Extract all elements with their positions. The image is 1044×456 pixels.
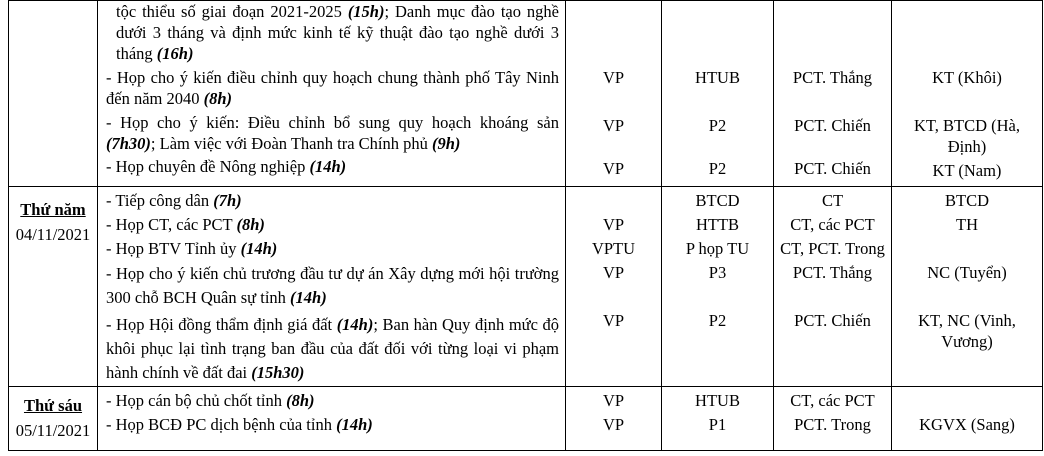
chair-cell: CT CT, các PCT CT, PCT. Trong PCT. Thắng PCT. Chiến [774,187,892,387]
list-item: - Họp BTV Tỉnh ủy (14h) [106,239,278,258]
list-item: - Họp cán bộ chủ chốt tỉnh (8h) [106,391,315,410]
room-cell: HTUB P2 P2 [662,1,774,187]
list-item: - Họp Hội đồng thẩm định giá đất (14h); Ban hàn Quy định mức độ khôi phục lại tình trạng ban đầu của đất đối với từng loại vi phạm hành chính về đất đai (15h30) [106,315,559,382]
table-row [9,387,1043,451]
content-cell [98,1,566,187]
location-cell: VP VP VP [566,1,662,187]
day-date: 04/11/2021 [15,225,91,244]
table-row [9,1,1043,187]
room-cell: HTUB P1 [662,387,774,451]
unit-cell: KT (Khôi) KT, BTCD (Hà, Định) KT (Nam) [892,1,1043,187]
list-item: tộc thiểu số giai đoạn 2021-2025 (15h); Danh mục đào tạo nghề dưới 3 tháng và định mức kinh tế kỹ thuật đào tạo nghề dưới 3 tháng (16h) [116,2,559,63]
location-cell: VP VP [566,387,662,451]
list-item: - Họp cho ý kiến chủ trương đầu tư dự án Xây dựng mới hội trường 300 chỗ BCH Quân sự tỉnh (14h) [106,264,559,307]
day-date: 05/11/2021 [15,421,91,440]
list-item: - Họp chuyên đề Nông nghiệp (14h) [106,157,347,176]
list-item: - Họp cho ý kiến: Điều chỉnh bổ sung quy hoạch khoáng sản (7h30); Làm việc với Đoàn Thanh tra Chính phủ (9h) [106,113,559,153]
chair-cell: CT, các PCT PCT. Trong [774,387,892,451]
unit-cell: BTCD TH NC (Tuyển) KT, NC (Vinh, Vương) [892,187,1043,387]
day-cell [9,1,98,187]
content-cell [98,187,566,387]
table-row [9,187,1043,387]
chair-cell: PCT. Thắng PCT. Chiến PCT. Chiến [774,1,892,187]
day-cell [9,187,98,387]
unit-cell: KGVX (Sang) [892,387,1043,451]
list-item: - Tiếp công dân (7h) [106,191,242,210]
day-name: Thứ năm [20,200,86,219]
content-cell [98,387,566,451]
list-item: - Họp CT, các PCT (8h) [106,215,265,234]
list-item: - Họp cho ý kiến điều chỉnh quy hoạch chung thành phố Tây Ninh đến năm 2040 (8h) [106,68,559,108]
room-cell: BTCD HTTB P họp TU P3 P2 [662,187,774,387]
day-cell [9,387,98,451]
location-cell: VP VPTU VP VP [566,187,662,387]
list-item: - Họp BCĐ PC dịch bệnh của tỉnh (14h) [106,415,373,434]
day-name: Thứ sáu [23,396,83,415]
schedule-table [8,0,1043,451]
